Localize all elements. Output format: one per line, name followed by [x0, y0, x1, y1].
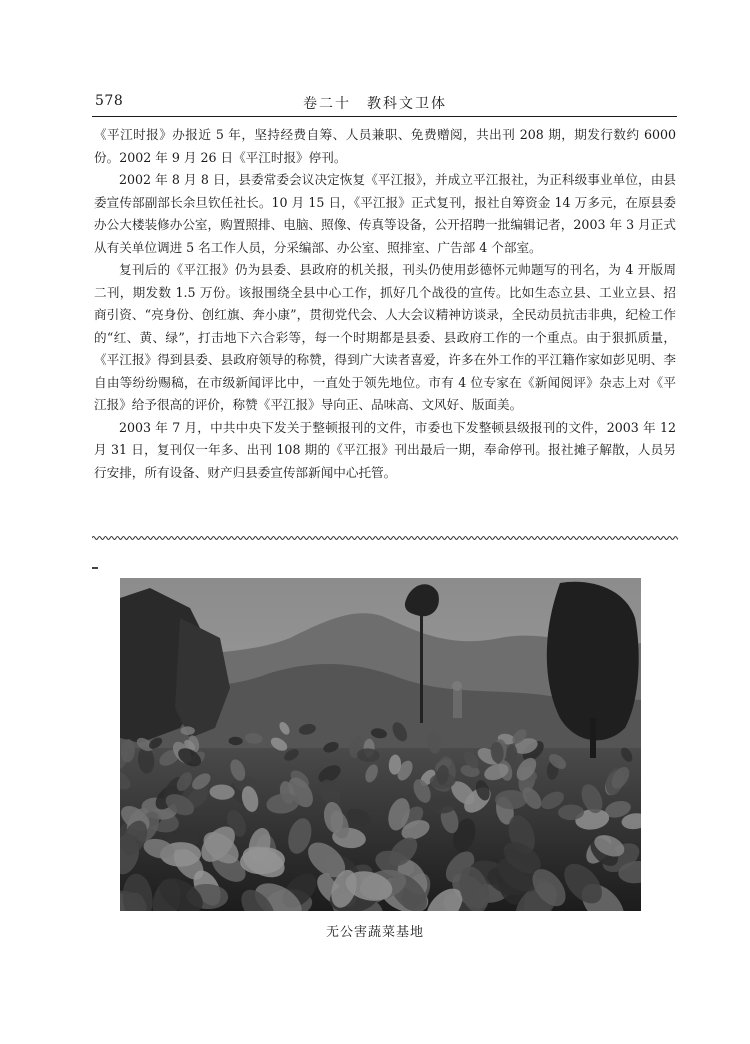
page-number: 578	[95, 93, 124, 109]
photo-caption: 无公害蔬菜基地	[325, 925, 424, 940]
photo-illustration	[120, 578, 641, 911]
paragraph: 复刊后的《平江报》仍为县委、县政府的机关报，刊头仍使用彭德怀元帅题写的刊名，为 4 开版周二刊，期发数 1.5 万份。该报围绕全县中心工作，抓好几个战役的宣传。比如生态立县、工业立县、招商引资、“亮身份、创红旗、奔小康”，贯彻党代会、人大会议精神访谈录，全民动员抗击非典，纪检工作的“红、黄、绿”，打击地下六合彩等，每一个时期都是县委、县政府工作的一个重点。由于狠抓质量，《平江报》得到县委、县政府领导的称赞，得到广大读者喜爱，许多在外工作的平江籍作家如彭见明、李自由等纷纷赐稿，在市级新闻评比中，一直处于领先地位。市有 4 位专家在《新闻阅评》杂志上对《平江报》给予很高的评价，称赞《平江报》导向正、品味高、文风好、版面美。	[94, 262, 676, 412]
paragraph: 2003 年 7 月，中共中央下发关于整顿报刊的文件，市委也下发整顿县级报刊的文件，2003 年 12 月 31 日，复刊仅一年多、出刊 108 期的《平江报》刊出最后一期，奉命停刊。报社摊子解散，人员另行安排，所有设备、财产归县委宣传部新闻中心托管。	[94, 419, 676, 480]
leaf-shape	[495, 790, 527, 809]
scan-speck	[92, 567, 98, 569]
paragraph: 2002 年 8 月 8 日，县委常委会议决定恢复《平江报》，并成立平江报社，为正科级事业单位，由县委宣传部副部长余旦钦任社长。10 月 15 日，《平江报》正式复刊，报社自筹资金 14 万多元，在原县委办公大楼装修办公室，购置照排、电脑、照像、传真等设备，公开招聘一批编辑记者，2003 年 3 月正式从有关单位调进 5 名工作人员，分采编部、办公室、照排室、广告部 4 个部室。	[94, 172, 676, 255]
paragraph: 《平江时报》办报近 5 年，坚持经费自筹、人员兼职、免费赠阅，共出刊 208 期，期发行数约 6000 份。2002 年 9 月 26 日《平江时报》停刊。	[94, 127, 676, 165]
running-title: 卷二十 教科文卫体	[303, 96, 447, 112]
article-body	[94, 124, 676, 484]
wave-divider	[92, 534, 678, 542]
vegetable-field-photo	[120, 578, 641, 911]
header-rule	[92, 116, 677, 117]
